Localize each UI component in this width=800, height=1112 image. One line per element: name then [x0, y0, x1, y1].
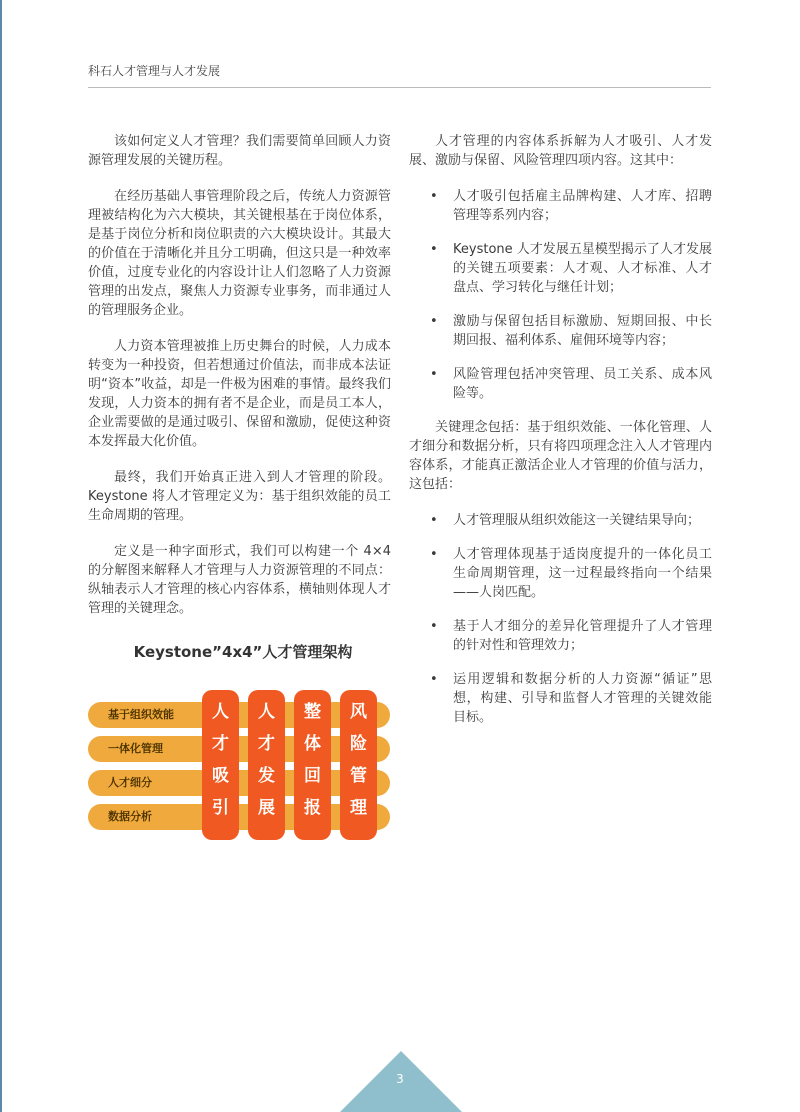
list-item-text: 人才吸引包括雇主品牌构建、人才库、招聘管理等系列内容； [453, 189, 712, 223]
right-column [409, 132, 712, 742]
list-item [409, 365, 712, 403]
list-item [409, 312, 712, 350]
diagram-pillar-total-rewards [294, 690, 331, 840]
paragraph: 人力资本管理被推上历史舞台的时候，人力成本转变为一种投资，但若想通过价值法，而非成本法证明“资本”收益，却是一件极为困难的事情。最终我们发现，人力资本的拥有者不是企业，而是员工本人，企业需要做的是通过吸引、保留和激励，促使这种资本发挥最大化价值。 [88, 339, 391, 449]
diagram-pillar-talent-development [248, 690, 285, 840]
pillar-char: 展 [258, 798, 275, 818]
bullet-icon: • [430, 314, 438, 329]
bullet-icon: • [430, 242, 438, 257]
bullet-icon: • [430, 513, 438, 528]
pillar-char: 管 [350, 766, 367, 786]
paragraph: 该如何定义人才管理？我们需要简单回顾人力资源管理发展的关键历程。 [88, 134, 391, 168]
list-item [409, 617, 712, 655]
pillar-char: 人 [258, 702, 275, 722]
content-bullet-list [409, 187, 712, 403]
concept-bullet-list [409, 511, 712, 727]
pillar-char: 人 [212, 702, 229, 722]
diagram-row-label: 数据分析 [108, 810, 152, 823]
list-item-text: Keystone 人才发展五星模型揭示了人才发展的关键五项要素：人才观、人才标准、人才盘点、学习转化与继任计划； [453, 242, 712, 295]
paragraph: 最终，我们开始真正进入到人才管理的阶段。Keystone 将人才管理定义为：基于组织效能的员工生命周期的管理。 [88, 470, 391, 523]
pillar-char: 才 [258, 734, 275, 754]
list-item [409, 511, 712, 530]
list-item [409, 545, 712, 602]
bullet-icon: • [430, 189, 438, 204]
paragraph: 在经历基础人事管理阶段之后，传统人力资源管理被结构化为六大模块，其关键根基在于岗位体系，是基于岗位分析和岗位职责的六大模块设计。其最大的价值在于清晰化并且分工明确，但这只是一种效率价值，过度专业化的内容设计让人们忽略了人力资源管理的出发点，聚焦人力资源专业事务，而非通过人的管理服务企业。 [88, 189, 391, 318]
pillar-char: 吸 [212, 766, 229, 786]
paragraph: 关键理念包括：基于组织效能、一体化管理、人才细分和数据分析，只有将四项理念注入人才管理内容体系，才能真正激活企业人才管理的价值与活力，这包括： [409, 420, 712, 492]
bullet-icon: • [430, 672, 438, 687]
pillar-char: 险 [350, 734, 367, 754]
diagram-row-label: 人才细分 [108, 776, 152, 789]
diagram-row-label: 基于组织效能 [108, 708, 174, 721]
left-column [88, 132, 391, 635]
running-header: 科石人才管理与人才发展 [88, 64, 221, 78]
list-item-text: 激励与保留包括目标激励、短期回报、中长期回报、福利体系、雇佣环境等内容； [453, 314, 712, 348]
header-divider [88, 87, 711, 88]
pillar-char: 引 [212, 798, 229, 818]
list-item [409, 670, 712, 727]
pillar-char: 才 [212, 734, 229, 754]
paragraph: 人才管理的内容体系拆解为人才吸引、人才发展、激励与保留、风险管理四项内容。这其中： [409, 134, 712, 168]
diagram-pillar-risk-management [340, 690, 377, 840]
pillar-char: 整 [304, 702, 321, 722]
pillar-char: 报 [304, 798, 321, 818]
pillar-char: 理 [350, 798, 367, 818]
list-item-text: 人才管理体现基于适岗度提升的一体化员工生命周期管理，这一过程最终指向一个结果——人岗匹配。 [453, 547, 712, 600]
list-item [409, 187, 712, 225]
bullet-icon: • [430, 367, 438, 382]
list-item [409, 240, 712, 297]
bullet-icon: • [430, 547, 438, 562]
paragraph: 定义是一种字面形式，我们可以构建一个 4×4 的分解图来解释人才管理与人力资源管理的不同点：纵轴表示人才管理的核心内容体系，横轴则体现人才管理的关键理念。 [88, 544, 391, 616]
pillar-char: 回 [304, 766, 321, 786]
list-item-text: 运用逻辑和数据分析的人力资源“循证”思想，构建、引导和监督人才管理的关键效能目标。 [453, 672, 712, 725]
list-item-text: 人才管理服从组织效能这一关键结果导向； [453, 513, 701, 528]
list-item-text: 风险管理包括冲突管理、员工关系、成本风险等。 [453, 367, 712, 401]
pillar-char: 发 [258, 766, 275, 786]
page-number: 3 [396, 1072, 404, 1086]
bullet-icon: • [430, 619, 438, 634]
list-item-text: 基于人才细分的差异化管理提升了人才管理的针对性和管理效力； [453, 619, 712, 653]
diagram-title: Keystone”4x4”人才管理架构 [133, 643, 353, 661]
diagram-pillar-talent-attraction [202, 690, 239, 840]
left-edge-rule [0, 0, 2, 1112]
pillar-char: 体 [304, 734, 321, 754]
diagram-row-label: 一体化管理 [108, 742, 163, 755]
pillar-char: 风 [350, 702, 367, 722]
